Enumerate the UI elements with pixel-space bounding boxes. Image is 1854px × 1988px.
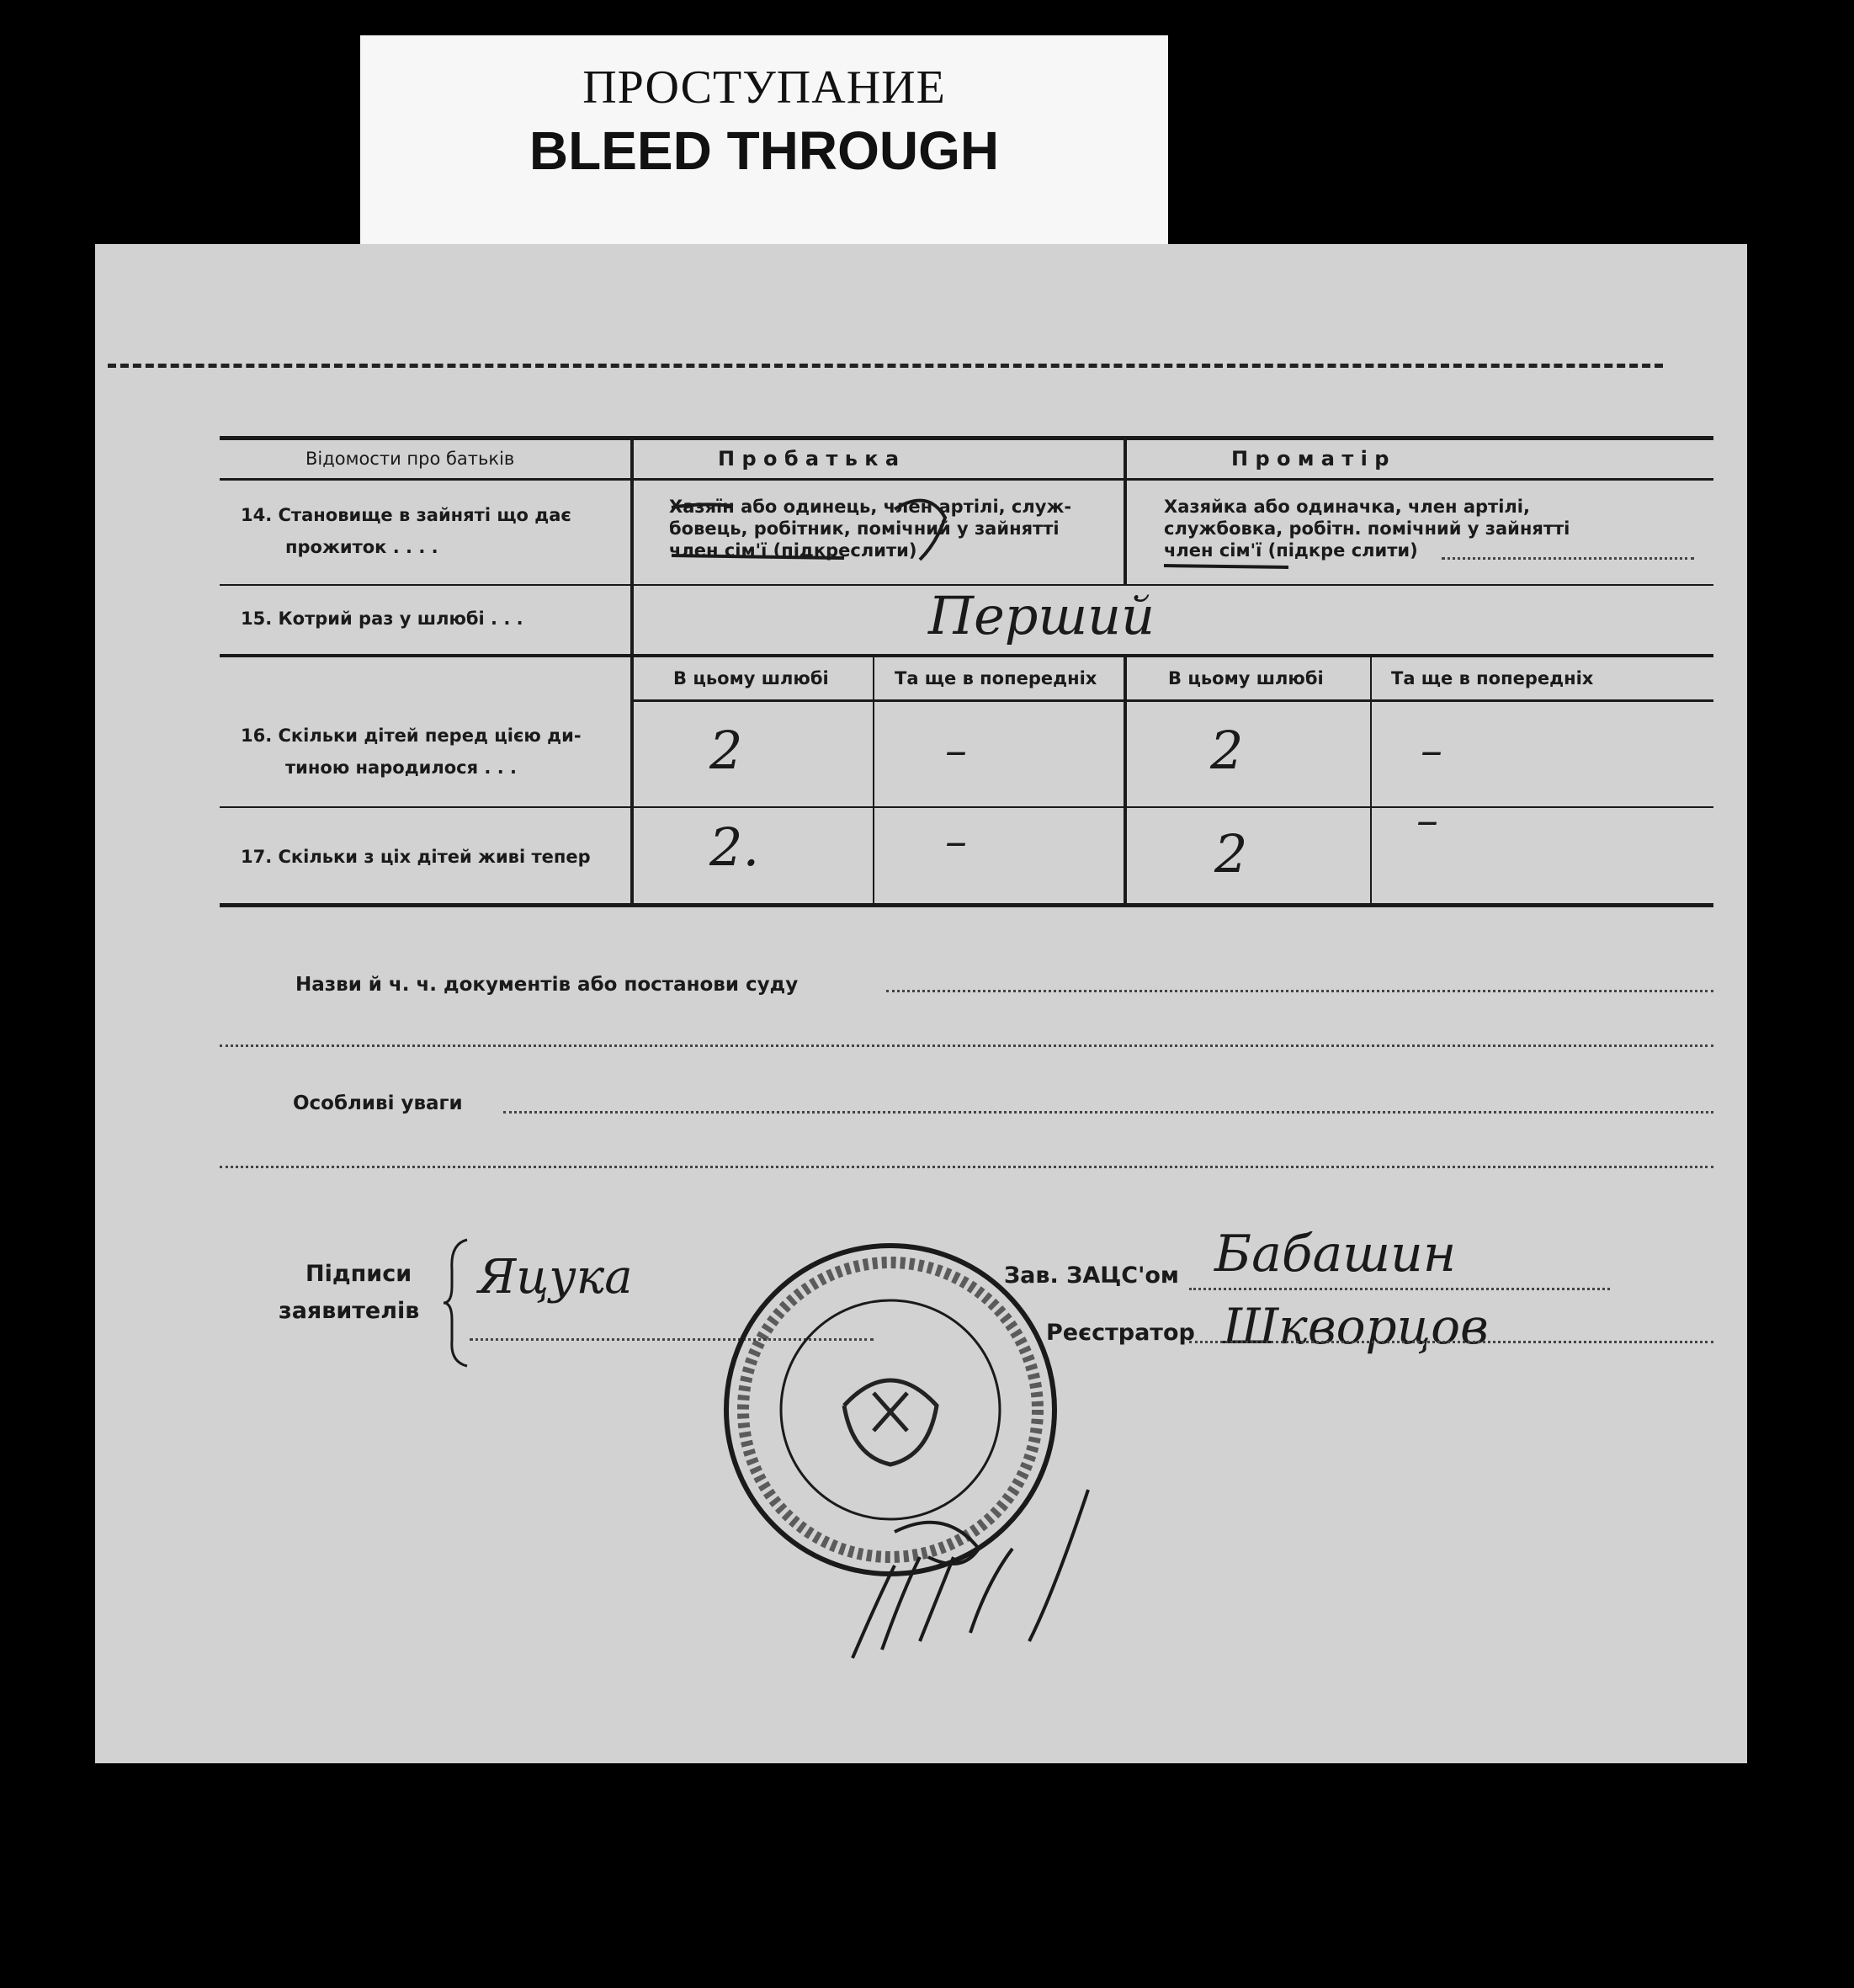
subheader-mother-this-marriage: В цьому шлюбі (1168, 668, 1324, 688)
row14-mother-dotted (1442, 557, 1694, 560)
father-mother-divider-top (1124, 436, 1127, 584)
row14-father-options: Хазяїн або одинець, член артілі, служ- (669, 497, 1072, 517)
documents-dotted-1 (886, 990, 1713, 992)
row15-marriage-number: Перший (928, 585, 1155, 646)
row16-father-previous: – (945, 726, 967, 776)
archive-label-card (360, 35, 1168, 244)
subheader-father-previous: Та ще в попередніх (895, 668, 1097, 688)
handwritten-margin-note (844, 1456, 1113, 1675)
record-sheet (95, 244, 1747, 1763)
head-zags-label: Зав. ЗАЦС'ом (1004, 1262, 1179, 1289)
row17-label: 17. Скільки з ціх дітей живі тепер (241, 847, 591, 867)
registrar-signature: Шкворцов (1223, 1298, 1489, 1355)
table-bottom-rule (220, 903, 1713, 907)
col1-divider (630, 436, 634, 907)
applicants-signature-label: Підписи (305, 1261, 412, 1287)
row16-label: 16. Скільки дітей перед цією ди- (241, 726, 582, 746)
header-parents-info: Відомости про батьків (305, 449, 515, 469)
label-russian: ПРОСТУПАНИЕ (582, 61, 946, 114)
row14-father-options-2: бовець, робітник, помічний у зайнятті (669, 518, 1060, 539)
perforation-line (108, 364, 1663, 368)
row14-label-cont: прожиток . . . . (285, 537, 438, 557)
row14-father-options-3: член сім'ї (підкреслити) (669, 540, 917, 561)
documents-dotted-2 (220, 1044, 1713, 1047)
row14-mother-underline (1162, 547, 1465, 598)
row16-mother-this: 2 (1210, 720, 1244, 781)
label-english: BLEED THROUGH (529, 120, 1000, 181)
mother-subcol-divider (1370, 654, 1372, 906)
applicants-signature-label-cont: заявителів (279, 1298, 420, 1324)
head-zags-dotted (1189, 1288, 1610, 1290)
registrar-dotted (1189, 1341, 1713, 1343)
row17-father-this: 2. (709, 816, 760, 878)
row14-mother-options-3: член сім'ї (підкре слити) (1164, 540, 1418, 561)
row16-mother-previous: – (1421, 726, 1442, 776)
remarks-label: Особливі уваги (293, 1092, 463, 1114)
subheader-bottom-rule (631, 699, 1713, 702)
applicants-brace (442, 1236, 475, 1370)
table-top-rule (220, 436, 1713, 440)
row16-bottom-rule (220, 806, 1713, 808)
applicant-signature: Яцука (478, 1250, 633, 1305)
row14-mother-options: Хазяйка або одиначка, член артілі, (1164, 497, 1530, 517)
subheader-father-this-marriage: В цьому шлюбі (673, 668, 829, 688)
head-zags-signature: Бабашин (1214, 1225, 1457, 1284)
header-about-father: П р о б а т ь к а (718, 447, 900, 470)
row16-label-cont: тиною народилося . . . (285, 757, 517, 778)
father-subcol-divider (873, 654, 874, 906)
father-mother-divider-bottom (1124, 654, 1127, 906)
row14-label: 14. Становище в зайняті що дає (241, 505, 571, 525)
row14-mother-options-2: службовка, робітн. помічний у зайнятті (1164, 518, 1570, 539)
row15-bottom-rule (220, 654, 1713, 657)
row17-mother-this: 2 (1214, 823, 1248, 885)
subheader-mother-previous: Та ще в попередніх (1391, 668, 1594, 688)
header-about-mother: П р о м а т і р (1231, 447, 1389, 470)
registrar-label: Реєстратор (1046, 1320, 1195, 1346)
row17-father-previous: – (945, 816, 967, 867)
row17-mother-previous: – (1416, 795, 1438, 846)
row15-label: 15. Котрий раз у шлюбі . . . (241, 609, 523, 629)
row16-father-this: 2 (709, 720, 743, 781)
documents-label: Назви й ч. ч. документів або постанови суду (295, 974, 799, 996)
remarks-dotted-1 (503, 1111, 1713, 1114)
header-bottom-rule (220, 478, 1713, 481)
remarks-dotted-2 (220, 1166, 1713, 1168)
